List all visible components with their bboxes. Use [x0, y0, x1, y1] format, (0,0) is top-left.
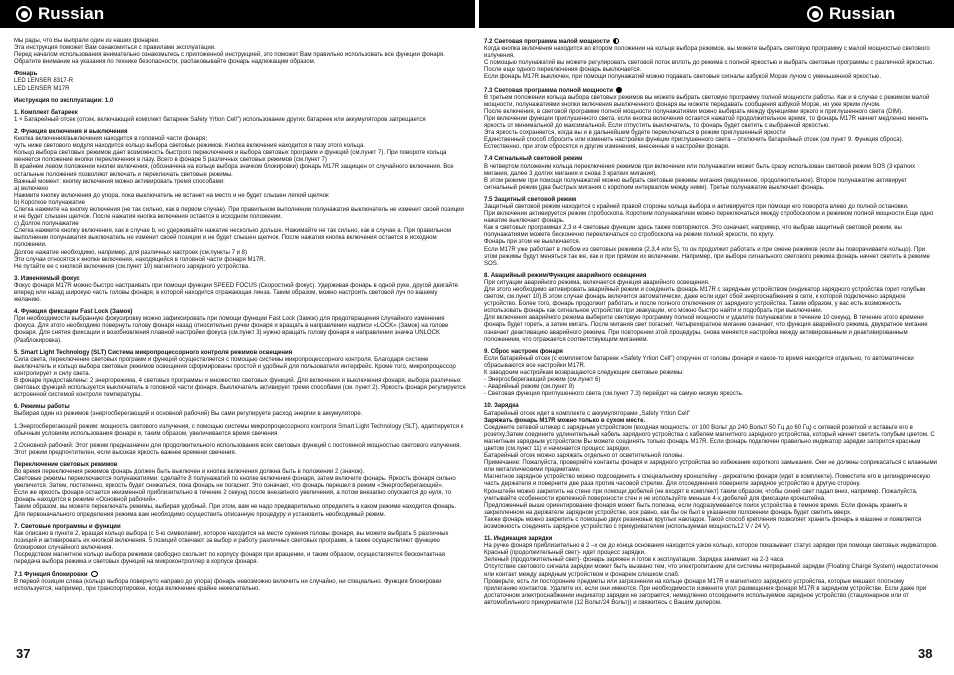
right-page-column — [484, 38, 939, 638]
paragraph-text: Фонарь — [14, 71, 38, 78]
paragraph-text: Фонарь при этом не выключается. — [484, 239, 581, 246]
body-paragraph — [14, 164, 466, 178]
paragraph-text: Также фонарь можно закрепить с помощью двух резиновых круглых накладок. Такой способ крепления позволяет хранить фонарь в машине и появляется возможность соединять зарядное устройство с прикуривателем (используемая мощность12 V / 24 V). — [484, 516, 922, 530]
paragraph-text: Мы рады, что Вы выбрали один из наших фонарей. — [14, 38, 160, 44]
paragraph-text: 7.3 Световая программа полной мощности — [484, 87, 613, 94]
paragraph-text: чуть ниже светового модуля находится кольцо выбора световых режимов. Кнопка включения находится в пазу этого кольца. — [14, 143, 366, 150]
paragraph-text: Предложенный выше ориентирование фонаря может быть полезна, если подразумевается поиск устройства в темное время. Если фонарь хранить в закрепленном на держателе зарядном устройстве, все равно, как бы он был в указанном положении фонарь будет светить вверх. — [484, 502, 908, 516]
body-paragraph — [484, 239, 939, 246]
paragraph-text: Фокус фонаря M17R можно быстро настраивать при помощи функции SPEED FOCUS (Скоростной фокус). Удерживая фонарь в одной руке, другой двигайте вперед или назад широкую часть головы фонаря, в которой находится отражающая линза. Таким образом, можно настроить световой луч по вашему желанию. — [14, 282, 459, 304]
body-paragraph — [484, 204, 939, 211]
body-paragraph — [14, 264, 466, 271]
page-number-left: 37 — [16, 646, 31, 661]
paragraph-text: Слегка нажмите на кнопку включения (не так сильно, как в первом случае). При правильном выполнении полунажатия выключатель не изменит своей позиции и не будет слышен щелчок. После нажатия кнопка включения остается в исходном положении. — [14, 206, 464, 221]
section-heading — [14, 110, 466, 117]
paragraph-text: К заводским настройкам возвращаются следующие световые режимы: — [484, 370, 684, 377]
paragraph-text: LED LENSER M17R — [14, 85, 70, 92]
paragraph-text: Когда кнопка включения находится во втором положении на кольце выбора режимов, вы можете выбрать световую программу с малой мощностью светового излучения. — [484, 46, 930, 60]
body-paragraph — [484, 411, 939, 418]
body-paragraph — [484, 211, 939, 225]
paragraph-text: Если фонарь M17R выключен, при помощи полунажатий можно подавать световые сигналы азбукой Морзе лучом с уменьшенной яркостью. — [484, 74, 882, 81]
globe-icon — [16, 6, 32, 22]
body-paragraph — [14, 186, 466, 193]
section-heading — [484, 87, 939, 95]
moon-icon — [616, 87, 622, 93]
paragraph-text: В четвертом положении кольца переключения режимов при включении или полунажатии может быть сразу использован световой режим SOS (3 кратких мигания, далее 3 долгих мигания и снова 3 кратких мигания). — [484, 163, 916, 177]
paragraph-text: С помощью полунажатий вы можете регулировать световой поток вплоть до режима с полной яркостью и выбрать световые программы с различной яркостью. После еще одного переключения фонарь выключается. — [484, 60, 935, 74]
paragraph-text: Если M17R уже работает в любом из световых режимов (2,3,4 или 5), то он продолжит работать и при смене режимов (если вы поворачиваете кольцо). При этом режимы будут меняться так же, как и при прямом их включении. Например, при выборе сигнального светового режима фонарь начнет светить в режиме SOS. — [484, 246, 930, 267]
paragraph-text: 5. Smart Light Technology (SLT) Система микропроцессорного контроля режимов освещения — [14, 349, 293, 356]
body-paragraph — [14, 469, 466, 476]
body-paragraph — [14, 378, 466, 399]
body-paragraph — [14, 411, 466, 418]
section-heading — [14, 350, 466, 357]
paragraph-text: Эта яркость сохраняется, когда вы и в дальнейшем будете переключаться в режим приглушенный яркости — [484, 130, 786, 137]
body-paragraph — [484, 425, 939, 453]
paragraph-text: Перед началом использования внимательно ознакомьтесь с приложенной инструкцией, это поможет Вам правильно использовать все функции фонаря. — [14, 52, 445, 59]
paragraph-text: Нажмите кнопку включения до упора, пока выключатель не встанет на место и не будет слышен легкий щелчок — [14, 192, 329, 199]
body-paragraph — [14, 200, 466, 207]
paragraph-text: 1 × Батарейный отсек (отсек, включающий комплект батареек Safety Yrtion Cell") использование других батареек или аккумуляторов запрещается — [14, 116, 426, 123]
language-title: Russian — [38, 4, 105, 23]
paragraph-text: Батарейный отсек идет в комплекте с аккумуляторами „Safety Yrtion Cell" — [484, 410, 691, 417]
paragraph-text: Слегка нажмите кнопку включения, как в случае b, но удерживайте нажатие несколько дольше. Нажимайте не так сильно, как в случае а. При правильном выполнении полунажатия выключатель не изменит своей позиции и не будет слышен щелчок. После нажатия кнопка включения остается в исходном положении. — [14, 228, 451, 249]
paragraph-text: Батарейный отсек можно заряжать отдельно от осветительной головы. — [484, 453, 685, 460]
body-paragraph — [14, 38, 466, 45]
paragraph-text: Переключение световых режимов — [14, 461, 118, 468]
body-paragraph — [484, 178, 939, 192]
page-number-right: 38 — [918, 646, 933, 661]
paragraph-text: Во время переключения режимов фонарь должен быть выключен и кнопка включения должна быть в положении 2 (значок). — [14, 468, 365, 475]
body-paragraph — [14, 228, 466, 249]
paragraph-text: Заряжать фонарь M17R можно только в сухом месте. — [484, 417, 646, 424]
paragraph-text: Проверьте, есть ли посторонние предметы или загрязнения на кольце фонаря M17R и магнитного зарядного устройства, которые мешают плотному прилеганию контактов. Удалите их, если они имеются. При необходимости измените угол размещения фонаря M17R в зарядном устройстве. Если даже при достаточном электроснабжении индикатор зарядки не загорается, немедленно отсоедините используемое зарядное устройство (стационарное или от автомобильного прикуривателя (12 Вольт/24 Вольт)) и свяжитесь с Вашим дилером. — [484, 578, 927, 606]
paragraph-text: Посредством магнитное кольцо выбора режимов свободно скользит по корпусу фонаря при вращении, и таким образом, осуществляется бесконтактная передача выбора режима и световых функций на микроконтроллер в корпусе фонаря. — [14, 552, 446, 566]
paragraph-text: Соедините сетевой штекер с зарядным устройством (входная мощность: от 100 Вольт до 240 Вольт/ 50 Гц до 60 Гц) с сетевой розеткой и вставьте его в розетку.Затем соедините удлинительный кабель зарядного устройства с кабелем магнитного зарядного устройства, который начнет светить голубым цветом. С магнитным зарядным устройством Вы можете соединять только фонарь M17R. Если фонарь подключен правильно индикатор зарядки загорится красным цветом (см.пункт 11) и начинается процесс зарядки. — [484, 424, 935, 452]
paragraph-text: Отсутствие светового сигнала зарядки может быть вызвано тем, что электропитание для системы непрерывной зарядки (Floating Charge System) недостаточное или контакт между зарядным устройством и фонарем слишком слаб. — [484, 564, 939, 578]
body-paragraph — [484, 46, 939, 60]
paragraph-text: 7.5 Защитный световой режим — [484, 196, 577, 203]
body-paragraph — [14, 424, 466, 438]
paragraph-text: 2.Основной рабочий: Этот режим предназначен для продолжительного использования всех световых функций с постоянной мощностью светового излучения. Этот режим предпочтителен, если высокая яркость важнее времени свечения. — [14, 442, 462, 456]
paragraph-text: Сила света, переключение световых программ и функций осуществляется с помощью системы микропроцессорного контроля. Благодаря системе выключатель и кольцо выбора световых режимов освещения сформированы простой и удобный для пользователя интерфейс. Кроме того, микропроцессор контролирует и силу света. — [14, 356, 456, 377]
body-paragraph — [14, 552, 466, 566]
body-paragraph — [484, 137, 939, 151]
paragraph-text: Как описано в пункте 2, вращая кольцо выбора (с 5-ю символами), которое находится на месте сужения головы фонаря, вы можете выбрать 5 различных позиций и активировать их кнопкой включения. 5 позиций отвечают за выбор и работу различных световых программ, а также осуществляют функцию блокировки случайного включения. — [14, 530, 449, 551]
paragraph-text: - Световая функция приглушенного света (см.пункт 7.3) перейдет на самую низкую яркость. — [484, 391, 744, 398]
header-band-right — [479, 0, 954, 28]
body-paragraph — [484, 116, 939, 130]
paragraph-text: Единственный способ сбросить или изменить настройки функции приглушенного света – отключить батарейный отсек (см пункт 9. Функция сброса). Естественно, при этом сбросятся и другие изменения, внесенные в настройки фонаря. — [484, 137, 904, 151]
body-paragraph — [484, 247, 939, 268]
paragraph-text: После включения, в световой программе полной мощности полунажатиями можно выбирать между функциями яркого и приглушенного света (DIM). — [484, 108, 903, 115]
paragraph-text: Если же яркость фонаря остается неизменной приблизительно в течение 2 секунд после внезапного увеличения, а потом внезапно опускается до нуля, то фонарь находится в режиме «Основной рабочий». — [14, 490, 451, 504]
paragraph-text: Кольцо выбора световых режимов дает возможность быстрого переключения и выбора световых программ и функций (см.пункт 7). При повороте кольца меняется положение кнопки переключения в пазу. Всего в фонаре 5 различных световых режимов (см.пункт 7) — [14, 150, 447, 164]
body-paragraph — [484, 95, 939, 109]
section-heading — [14, 276, 466, 283]
body-paragraph — [14, 531, 466, 552]
paragraph-text: Если батарейный отсек (с комплектом батареек «Safety Yrtion Cell") откручен от головы фонаря и какое-то время находится отдельно, то автоматически сбрасываются все настройки M17R. — [484, 355, 914, 369]
paragraph-text: - Аварийный режим (см.пункт 8) — [484, 384, 575, 391]
body-paragraph — [484, 109, 939, 116]
paragraph-text: Красный (продолжительный свет)- идет процесс зарядки. — [484, 550, 646, 557]
section-heading — [484, 349, 939, 356]
paragraph-text: а) включено — [14, 185, 49, 192]
paragraph-text: В крайнем левом положении кнопки включения, (обозначена на кольце выбора значком блокировки) фонарь M17R защищен от случайного включения. Все остальные положения позволяют включать и переключать световые режимы. — [14, 164, 454, 178]
paragraph-text: Инструкция по эксплуатации: 1.0 — [14, 97, 114, 104]
paragraph-text: 6. Режимы работы — [14, 404, 70, 411]
paragraph-text: Для включения аварийного режима выберите световую программу полной мощности и удалите полунажатие в течение 10 секунд. В течение этого времени фонарь будет гореть, а затем мигать. После мигания свет погаснет. Четырехкратное мигание означает, что функция аварийного режима, двукратное мигание означает деактивацию аварийного режима. При повторении этой процедуры, снова меняется настройка между активированным и деактивированным положением, что отражается соответствующим миганием. — [484, 315, 928, 343]
body-paragraph — [14, 357, 466, 378]
paragraph-text: При необходимости выбранную фокусировку можно зафиксировать при помощи функции Fast Lock (Замок) для предотвращения случайного изменения фокуса. Для этого необходимо повернуть голову фонаря назад относительно ручки фонаря и вращать в направлении надписи «LOCK» (Замок) на голове фонаря. Для снятия фиксации и возобновления плавной настройки фокуса (см.пункт 3) нужно вращать голову фонаря в направлении значка UNLOCK (Разблокировка). — [14, 316, 449, 344]
body-paragraph — [484, 579, 939, 607]
body-paragraph — [14, 490, 466, 504]
paragraph-text: Выбирая один из режимов (энергосберегающий и основной рабочий) Вы сами регулируете расход энергии в аккумуляторе. — [14, 411, 363, 418]
body-paragraph — [14, 150, 466, 164]
paragraph-text: Не путайте ее с кнопкой включения (см.пункт 10) магнитного зарядного устройства. — [14, 263, 250, 270]
body-paragraph — [14, 250, 466, 257]
paragraph-text: Долгое нажатие необходимо, например, для различных настроек (см.пункты 7 и 8) — [14, 249, 248, 256]
body-paragraph — [14, 207, 466, 221]
paragraph-text: Зеленый (продолжительный свет)- фонарь заряжен и готов к эксплуатации. Зарядка занимает на 2-3 часа — [484, 557, 784, 564]
body-paragraph — [14, 443, 466, 457]
language-title: Russian — [829, 4, 896, 23]
paragraph-text: 10. Зарядка — [484, 403, 519, 410]
paragraph-text: При ситуации аварийного режима, включается функция аварийного освещения. — [484, 279, 710, 286]
paragraph-text: 11. Индикация зарядки — [484, 536, 553, 543]
section-heading — [484, 403, 939, 410]
body-paragraph — [14, 59, 466, 66]
body-paragraph — [484, 74, 939, 81]
paragraph-text: - Энергосберегающий режим (см.пункт 6) — [484, 377, 601, 384]
section-heading — [484, 536, 939, 543]
paragraph-text: Для этого необходимо активировать аварийный режим и соединить фонарь M17R с зарядным устройством (индикатор зарядного устройства горит голубым светом, см.пункт 10).В этом случае фонарь включится автоматически, даже если идет сбой энергоснабжения в сети, к которой подключено зарядное устройство. Более того, фонарь продолжит работать и после полного отключения от зарядного устройства. Таким образом, у вас есть возможность использовать фонарь как сигнальное устройство при эвакуации, его можно быстро найти и подобрать при выключении. — [484, 287, 926, 315]
paragraph-text: 1.Энергосберегающий режим: мощность светового излучения, с помощью системы микропроцессорного контроля Smart Light Technology (SLT), адаптируется к обычным условиям использования фонаря и, таким образом, увеличивается время свечения — [14, 423, 464, 437]
section-heading — [14, 524, 466, 531]
paragraph-text: Примечание: Пожалуйста, проверяйте контакты фонаря и зарядного устройства во избежание короткого замыкания. Они не должны соприкасаться с влажными или металлическими предметами. — [484, 460, 937, 474]
paragraph-text: 7.4 Сигнальный световой режим — [484, 156, 583, 163]
paragraph-text: 8. Аварийный режим/Функция аварийного освещения — [484, 272, 647, 279]
paragraph-text: Кронштейн можно закрепить на стене при помощи дюбелей (не входят в комплект) таким образом, чтобы синий свет падал вниз, например. Пожалуйста, учитывайте особенности крепежной поверхности стен и не используйте меньше 4-х дюбелей для фиксации кронштейна. — [484, 488, 918, 502]
body-paragraph — [484, 356, 939, 370]
paragraph-text: Световые режимы переключаются полунажатиями: сделайте 8 полунажатий по кнопке включения фонаря, затем включите фонарь. Яркость фонаря сильно увеличится. Затем, постепенно, яркость будет снижаться, пока фонарь не погаснет. Это означает, что фонарь перешел в режим «Энергосберегающий». — [14, 476, 456, 490]
left-page-column — [14, 38, 466, 638]
paragraph-text: Магнитное зарядное устройство можно подсоединить к специальному кронштейну - держателю фонаря (идет в комплекте). Поместите его в цилиндрическую часть держателя и поверните две раза против часовой стрелки. Для отсоединения поверните зарядное устройство в другую сторону. — [484, 474, 930, 488]
paragraph-text: 7. Световые программы и функции — [14, 523, 121, 530]
body-paragraph — [14, 579, 466, 593]
paragraph-text: 4. Функция фиксации Fast Lock (Замок) — [14, 309, 133, 316]
body-paragraph — [484, 460, 939, 474]
body-paragraph — [14, 504, 466, 518]
section-heading — [14, 71, 466, 78]
paragraph-text: Эта инструкция поможет Вам ознакомиться с правилами эксплуатации. — [14, 45, 216, 52]
body-paragraph — [14, 78, 466, 85]
globe-icon — [807, 6, 823, 22]
paragraph-text: При включении функции приглушенного света, если кнопка включения остается нажатой продолжительное время, то фонарь M17R начнет медленно менять яркость от минимальной до максимальной. Если отпустить выключатель, то фонарь будет светить с выбранной яркостью. — [484, 115, 928, 130]
body-paragraph — [484, 489, 939, 503]
paragraph-text: Эти случаи относятся к кнопке включения, находящейся в головной части фонаря M17R. — [14, 256, 266, 263]
paragraph-text: Кнопка включения/выключения находится в головной части фонаря; — [14, 136, 208, 143]
body-paragraph — [14, 316, 466, 344]
paragraph-text: Обратите внимание на указания по технике безопасности, распаковывайте фонарь надлежащим образом. — [14, 59, 316, 66]
body-paragraph — [14, 193, 466, 200]
section-heading — [484, 197, 939, 204]
paragraph-text: Как в световых программах 2,3 и 4 световые функции здесь также повторяются. Это означает, например, что выбрав защитный световой режим, вы полунажатиями можете бесконечно переключаться со стробоскопа на режим полной яркости, по кругу. — [484, 225, 902, 239]
paragraph-text: Защитный световой режим находится с крайней правой стороны кольца выбора и активируется при помощи его поворота влево до полной остановки. — [484, 203, 909, 210]
paragraph-text: Важный момент: кнопку включения можно активировать тремя способами: — [14, 178, 225, 185]
lock-icon — [91, 571, 98, 577]
paragraph-text: Таким образом, вы можете переключать режимы, выбирая удобный. При этом, вам не надо предварительно определять в каком режиме находится фонарь. Для первоначального определения режима вам необходимо осуществить описанную процедуру и установить необходимый режим. — [14, 504, 457, 518]
section-heading — [484, 418, 939, 425]
body-paragraph — [14, 136, 466, 143]
paragraph-text: 2. Функция включения и выключения — [14, 128, 128, 135]
body-paragraph — [14, 117, 466, 124]
body-paragraph — [484, 517, 939, 531]
paragraph-text: с) Долгое полунажатие — [14, 221, 79, 228]
body-paragraph — [484, 564, 939, 578]
paragraph-text: b) Короткое полунажатие — [14, 199, 85, 206]
paragraph-text: В третьем положении кольца выбора световых режимов вы можете выбрать световую программу полной мощности работы. Как и в случае с режимом малой мощности, полунажатиями кнопки включения выключенного фонаря вы можете передавать сообщения азбукой Морзе, но уже ярким лучом. — [484, 94, 930, 108]
body-paragraph — [484, 474, 939, 488]
paragraph-text: При включении активируется режим стробоскопа. Коротким полунажатием можно переключаться между стробоскопом и режимом полной мощности.Еще одно нажатие выключает фонарь. — [484, 211, 934, 225]
body-paragraph — [484, 164, 939, 178]
body-paragraph — [484, 503, 939, 517]
section-heading — [14, 98, 466, 105]
body-paragraph — [484, 60, 939, 74]
header-band-left — [0, 0, 475, 28]
paragraph-text: 1. Комплект батареек — [14, 109, 78, 116]
paragraph-text: В первой позиции слева (кольцо выбора повернуто направо до упора) фонарь невозможно включить ни случайно, ни специально. Функция блокировки используется, например, при транспортировке, когда включение крайне нежелательно. — [14, 579, 442, 593]
body-paragraph — [484, 287, 939, 315]
body-paragraph — [14, 476, 466, 490]
paragraph-text: 9. Сброс настроек фонаря — [484, 348, 563, 355]
paragraph-text: В этом режиме при помощи полунажатий можно выбрать световые режимы мигания (медленное, продолжительное). Второе полунажатие активирует сигнальный режим (два быстрых мигания с коротким интервалом между ними). Третье полунажатие выключает фонарь. — [484, 177, 907, 191]
body-paragraph — [484, 280, 939, 287]
paragraph-text: В фонаре предоставлены: 2 энергорежима, 4 световых программы и множество световых функций. Для включения и выключения фонаря, выбора различных световых функций используется выключатель в головной части фонаря. Выключатель активирует тремя способами (см. пункт 2). Яркость фонаря регулируется встроенной системой контроля температуры. — [14, 378, 466, 399]
section-heading — [484, 273, 939, 280]
half-icon — [613, 38, 619, 44]
body-paragraph — [14, 179, 466, 186]
paragraph-text: 7.2 Световая программа малой мощности — [484, 39, 610, 45]
section-heading — [14, 462, 466, 469]
body-paragraph — [14, 283, 466, 304]
body-paragraph — [484, 315, 939, 343]
body-paragraph — [484, 225, 939, 239]
section-heading — [484, 156, 939, 163]
body-paragraph — [484, 391, 939, 398]
paragraph-text: На ручке фонаря приблизительно в 2 –х см до конца основания находится узкое кольцо, которое показывает статус зарядки при помощи световых индикаторов. — [484, 543, 938, 550]
section-heading — [14, 129, 466, 136]
paragraph-text: LED LENSER 8317-R — [14, 78, 74, 85]
paragraph-text: 3. Изменяемый фокус — [14, 275, 80, 282]
paragraph-text: 7.1 Функция блокировки — [14, 572, 88, 579]
body-paragraph — [14, 257, 466, 264]
section-heading — [484, 38, 939, 46]
body-paragraph — [14, 86, 466, 93]
language-label-left — [16, 4, 104, 24]
language-label-right — [807, 4, 895, 24]
